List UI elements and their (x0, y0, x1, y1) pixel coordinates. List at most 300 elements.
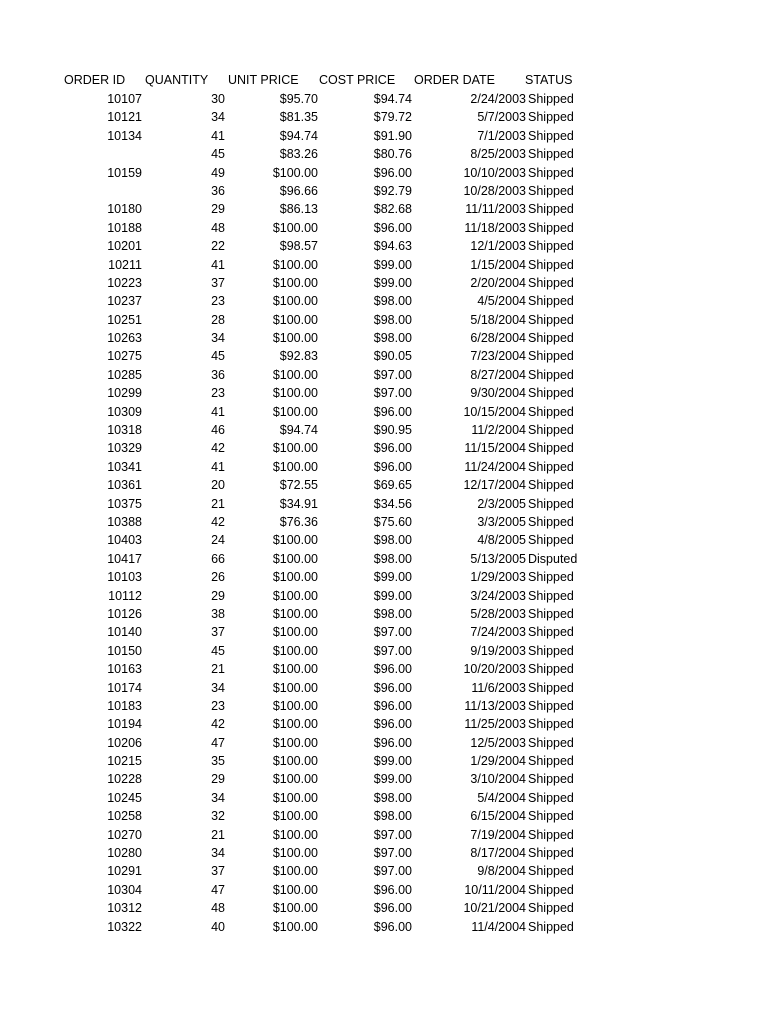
cost-price-cell[interactable]: $98.00 (373, 809, 412, 824)
cost-price-cell[interactable]: $98.00 (373, 294, 412, 309)
order-date-cell[interactable]: 12/5/2003 (470, 735, 526, 750)
status-cell[interactable]: Shipped (528, 110, 574, 125)
cost-price-cell[interactable]: $99.00 (373, 588, 412, 603)
status-cell[interactable]: Shipped (528, 772, 574, 787)
cost-price-cell[interactable]: $98.00 (373, 790, 412, 805)
quantity-cell[interactable]: 34 (211, 110, 225, 125)
cost-price-cell[interactable]: $99.00 (373, 570, 412, 585)
order-date-cell[interactable]: 4/5/2004 (477, 294, 526, 309)
unit-price-cell[interactable]: $100.00 (272, 570, 318, 585)
quantity-cell[interactable]: 21 (211, 827, 225, 842)
unit-price-cell[interactable]: $96.66 (279, 183, 318, 198)
cost-price-cell[interactable]: $96.00 (373, 735, 412, 750)
status-cell[interactable]: Shipped (528, 459, 574, 474)
order-date-cell[interactable]: 1/15/2004 (470, 257, 526, 272)
order-id-cell[interactable]: 10375 (107, 496, 142, 511)
unit-price-cell[interactable]: $72.55 (279, 478, 318, 493)
status-cell[interactable]: Shipped (528, 698, 574, 713)
status-cell[interactable]: Shipped (528, 349, 574, 364)
status-cell[interactable]: Shipped (528, 294, 574, 309)
order-id-cell[interactable]: 10309 (107, 404, 142, 419)
order-date-cell[interactable]: 4/8/2005 (477, 533, 526, 548)
unit-price-cell[interactable]: $100.00 (272, 331, 318, 346)
order-date-cell[interactable]: 10/11/2004 (464, 882, 526, 897)
order-id-cell[interactable]: 10417 (107, 551, 142, 566)
order-id-cell[interactable]: 10285 (107, 367, 142, 382)
order-date-cell[interactable]: 1/29/2003 (470, 570, 526, 585)
quantity-cell[interactable]: 34 (211, 331, 225, 346)
cost-price-cell[interactable]: $96.00 (373, 404, 412, 419)
unit-price-cell[interactable]: $100.00 (272, 275, 318, 290)
order-id-cell[interactable]: 10312 (107, 901, 142, 916)
quantity-cell[interactable]: 45 (211, 349, 225, 364)
unit-price-cell[interactable]: $92.83 (279, 349, 318, 364)
quantity-cell[interactable]: 21 (211, 662, 225, 677)
quantity-cell[interactable]: 20 (211, 478, 225, 493)
order-id-cell[interactable]: 10174 (107, 680, 142, 695)
unit-price-cell[interactable]: $100.00 (272, 919, 318, 934)
unit-price-cell[interactable]: $76.36 (279, 514, 318, 529)
status-cell[interactable]: Shipped (528, 606, 574, 621)
quantity-cell[interactable]: 46 (211, 423, 225, 438)
quantity-cell[interactable]: 49 (211, 165, 225, 180)
unit-price-cell[interactable]: $100.00 (272, 882, 318, 897)
cost-price-cell[interactable]: $98.00 (373, 551, 412, 566)
status-cell[interactable]: Shipped (528, 478, 574, 493)
order-date-cell[interactable]: 8/17/2004 (470, 846, 526, 861)
quantity-cell[interactable]: 34 (211, 790, 225, 805)
header-row (0, 71, 768, 90)
order-date-cell[interactable]: 12/17/2004 (463, 478, 526, 493)
quantity-cell[interactable]: 41 (211, 128, 225, 143)
quantity-cell[interactable]: 26 (211, 570, 225, 585)
order-id-cell[interactable]: 10150 (107, 643, 142, 658)
status-cell[interactable]: Shipped (528, 662, 574, 677)
status-cell[interactable]: Disputed (528, 551, 578, 566)
order-date-cell[interactable]: 10/21/2004 (463, 901, 526, 916)
quantity-cell[interactable]: 29 (211, 202, 225, 217)
order-id-cell[interactable]: 10270 (107, 827, 142, 842)
unit-price-cell[interactable]: $100.00 (272, 680, 318, 695)
unit-price-cell[interactable]: $100.00 (272, 165, 318, 180)
status-cell[interactable]: Shipped (528, 202, 574, 217)
order-date-cell[interactable]: 10/15/2004 (463, 404, 526, 419)
quantity-cell[interactable]: 21 (211, 496, 225, 511)
unit-price-cell[interactable]: $100.00 (272, 441, 318, 456)
table-row (0, 311, 768, 329)
cost-price-cell[interactable]: $96.00 (373, 919, 412, 934)
table-row (0, 605, 768, 623)
table-row (0, 531, 768, 549)
order-id-cell[interactable]: 10341 (107, 459, 142, 474)
status-cell[interactable]: Shipped (528, 735, 574, 750)
order-id-cell[interactable]: 10163 (107, 662, 142, 677)
status-cell[interactable]: Shipped (528, 128, 574, 143)
status-cell[interactable]: Shipped (528, 919, 574, 934)
order-id-cell[interactable]: 10237 (107, 294, 142, 309)
order-date-cell[interactable]: 10/10/2003 (463, 165, 526, 180)
order-date-cell[interactable]: 11/25/2003 (464, 717, 526, 732)
quantity-cell[interactable]: 48 (211, 901, 225, 916)
table-row (0, 256, 768, 274)
header-unit-price[interactable]: UNIT PRICE (228, 73, 299, 87)
order-date-cell[interactable]: 5/28/2003 (470, 606, 526, 621)
unit-price-cell[interactable]: $100.00 (272, 367, 318, 382)
unit-price-cell[interactable]: $100.00 (272, 606, 318, 621)
order-date-cell[interactable]: 7/23/2004 (470, 349, 526, 364)
order-id-cell[interactable]: 10251 (107, 312, 142, 327)
unit-price-cell[interactable]: $34.91 (279, 496, 318, 511)
quantity-cell[interactable]: 40 (211, 919, 225, 934)
cost-price-cell[interactable]: $94.63 (373, 239, 412, 254)
cost-price-cell[interactable]: $34.56 (373, 496, 412, 511)
order-id-cell[interactable]: 10291 (107, 864, 142, 879)
order-id-cell[interactable]: 10194 (107, 717, 142, 732)
unit-price-cell[interactable]: $100.00 (272, 717, 318, 732)
table-row (0, 623, 768, 641)
order-date-cell[interactable]: 2/20/2004 (470, 275, 526, 290)
unit-price-cell[interactable]: $100.00 (272, 864, 318, 879)
order-id-cell[interactable]: 10188 (107, 220, 142, 235)
order-date-cell[interactable]: 3/3/2005 (477, 514, 526, 529)
order-id-cell[interactable]: 10112 (108, 588, 142, 603)
order-date-cell[interactable]: 5/13/2005 (470, 551, 526, 566)
quantity-cell[interactable]: 23 (211, 294, 225, 309)
quantity-cell[interactable]: 36 (211, 183, 225, 198)
unit-price-cell[interactable]: $100.00 (272, 257, 318, 272)
order-id-cell[interactable]: 10258 (107, 809, 142, 824)
order-id-cell[interactable]: 10318 (107, 423, 142, 438)
table-row (0, 90, 768, 108)
status-cell[interactable]: Shipped (528, 92, 574, 106)
quantity-cell[interactable]: 42 (211, 717, 225, 732)
quantity-cell[interactable]: 45 (211, 643, 225, 658)
quantity-cell[interactable]: 24 (211, 533, 225, 548)
cost-price-cell[interactable]: $99.00 (373, 754, 412, 769)
order-date-cell[interactable]: 9/8/2004 (477, 864, 526, 879)
order-id-cell[interactable]: 10180 (107, 202, 142, 217)
status-cell[interactable]: Shipped (528, 901, 574, 916)
order-date-cell[interactable]: 5/18/2004 (470, 312, 526, 327)
cost-price-cell[interactable]: $98.00 (373, 606, 412, 621)
cost-price-cell[interactable]: $96.00 (373, 680, 412, 695)
cost-price-cell[interactable]: $79.72 (373, 110, 412, 125)
status-cell[interactable]: Shipped (528, 827, 574, 842)
unit-price-cell[interactable]: $100.00 (272, 735, 318, 750)
unit-price-cell[interactable]: $94.74 (279, 128, 318, 143)
header-quantity[interactable]: QUANTITY (145, 73, 209, 87)
cost-price-cell[interactable]: $96.00 (373, 165, 412, 180)
order-date-cell[interactable]: 6/15/2004 (470, 809, 526, 824)
unit-price-cell[interactable]: $100.00 (272, 220, 318, 235)
cost-price-cell[interactable]: $99.00 (373, 772, 412, 787)
quantity-cell[interactable]: 30 (211, 92, 225, 106)
status-cell[interactable]: Shipped (528, 367, 574, 382)
table-row (0, 642, 768, 660)
order-date-cell[interactable]: 7/19/2004 (470, 827, 526, 842)
order-id-cell[interactable]: 10134 (107, 128, 142, 143)
quantity-cell[interactable]: 23 (211, 386, 225, 401)
unit-price-cell[interactable]: $100.00 (272, 294, 318, 309)
unit-price-cell[interactable]: $100.00 (272, 754, 318, 769)
quantity-cell[interactable]: 36 (211, 367, 225, 382)
order-date-cell[interactable]: 11/11/2003 (465, 202, 526, 217)
status-cell[interactable]: Shipped (528, 514, 574, 529)
quantity-cell[interactable]: 47 (211, 735, 225, 750)
unit-price-cell[interactable]: $100.00 (272, 588, 318, 603)
unit-price-cell[interactable]: $100.00 (272, 901, 318, 916)
cost-price-cell[interactable]: $99.00 (373, 275, 412, 290)
status-cell[interactable]: Shipped (528, 496, 574, 511)
order-date-cell[interactable]: 7/24/2003 (470, 625, 526, 640)
order-id-cell[interactable]: 10388 (107, 514, 142, 529)
unit-price-cell[interactable]: $100.00 (272, 846, 318, 861)
table-row (0, 862, 768, 880)
unit-price-cell[interactable]: $100.00 (272, 643, 318, 658)
table-row (0, 329, 768, 347)
order-id-cell[interactable]: 10183 (107, 698, 142, 713)
cost-price-cell[interactable]: $80.76 (373, 147, 412, 162)
order-id-cell[interactable]: 10403 (107, 533, 142, 548)
status-cell[interactable]: Shipped (528, 790, 574, 805)
order-id-cell[interactable]: 10215 (107, 754, 142, 769)
order-id-cell[interactable]: 10107 (107, 92, 142, 106)
quantity-cell[interactable]: 32 (211, 809, 225, 824)
order-date-cell[interactable]: 11/2/2004 (471, 423, 526, 438)
quantity-cell[interactable]: 42 (211, 441, 225, 456)
quantity-cell[interactable]: 37 (211, 864, 225, 879)
status-cell[interactable]: Shipped (528, 717, 574, 732)
quantity-cell[interactable]: 23 (211, 698, 225, 713)
table-row (0, 826, 768, 844)
quantity-cell[interactable]: 28 (211, 312, 225, 327)
table-row (0, 476, 768, 494)
order-date-cell[interactable]: 2/3/2005 (477, 496, 526, 511)
order-id-cell[interactable]: 10223 (107, 275, 142, 290)
cost-price-cell[interactable]: $97.00 (373, 625, 412, 640)
status-cell[interactable]: Shipped (528, 404, 574, 419)
cost-price-cell[interactable]: $97.00 (373, 643, 412, 658)
status-cell[interactable]: Shipped (528, 533, 574, 548)
quantity-cell[interactable]: 41 (211, 404, 225, 419)
order-id-cell[interactable]: 10159 (107, 165, 142, 180)
header-order-date[interactable]: ORDER DATE (414, 73, 496, 87)
table-row (0, 660, 768, 678)
status-cell[interactable]: Shipped (528, 147, 574, 162)
status-cell[interactable]: Shipped (528, 588, 574, 603)
order-date-cell[interactable]: 3/24/2003 (470, 588, 526, 603)
status-cell[interactable]: Shipped (528, 625, 574, 640)
cost-price-cell[interactable]: $90.05 (373, 349, 412, 364)
quantity-cell[interactable]: 29 (211, 772, 225, 787)
quantity-cell[interactable]: 29 (211, 588, 225, 603)
cost-price-cell[interactable]: $96.00 (373, 220, 412, 235)
order-date-cell[interactable]: 8/27/2004 (470, 367, 526, 382)
order-id-cell[interactable]: 10140 (107, 625, 142, 640)
status-cell[interactable]: Shipped (528, 220, 574, 235)
cost-price-cell[interactable]: $98.00 (373, 312, 412, 327)
order-id-cell[interactable]: 10263 (107, 331, 142, 346)
status-cell[interactable]: Shipped (528, 165, 574, 180)
quantity-cell[interactable]: 37 (211, 275, 225, 290)
cost-price-cell[interactable]: $98.00 (373, 331, 412, 346)
cost-price-cell[interactable]: $97.00 (373, 864, 412, 879)
order-date-cell[interactable]: 2/24/2003 (470, 92, 526, 106)
cost-price-cell[interactable]: $96.00 (373, 882, 412, 897)
status-cell[interactable]: Shipped (528, 754, 574, 769)
order-date-cell[interactable]: 8/25/2003 (470, 147, 526, 162)
order-id-cell[interactable]: 10245 (107, 790, 142, 805)
quantity-cell[interactable]: 42 (211, 514, 225, 529)
header-status[interactable]: STATUS (525, 73, 573, 87)
quantity-cell[interactable]: 37 (211, 625, 225, 640)
unit-price-cell[interactable]: $100.00 (272, 533, 318, 548)
cost-price-cell[interactable]: $97.00 (373, 367, 412, 382)
status-cell[interactable]: Shipped (528, 312, 574, 327)
order-id-cell[interactable]: 10206 (107, 735, 142, 750)
order-id-cell[interactable]: 10299 (107, 386, 142, 401)
quantity-cell[interactable]: 34 (211, 680, 225, 695)
status-cell[interactable]: Shipped (528, 864, 574, 879)
cost-price-cell[interactable]: $97.00 (373, 827, 412, 842)
cost-price-cell[interactable]: $90.95 (373, 423, 412, 438)
status-cell[interactable]: Shipped (528, 275, 574, 290)
cost-price-cell[interactable]: $94.74 (373, 92, 412, 106)
cost-price-cell[interactable]: $91.90 (373, 128, 412, 143)
cost-price-cell[interactable]: $98.00 (373, 533, 412, 548)
quantity-cell[interactable]: 66 (211, 551, 225, 566)
table-row (0, 734, 768, 752)
quantity-cell[interactable]: 35 (211, 754, 225, 769)
unit-price-cell[interactable]: $100.00 (272, 772, 318, 787)
cost-price-cell[interactable]: $97.00 (373, 386, 412, 401)
cost-price-cell[interactable]: $96.00 (373, 717, 412, 732)
status-cell[interactable]: Shipped (528, 257, 574, 272)
order-date-cell[interactable]: 11/15/2004 (464, 441, 526, 456)
order-date-cell[interactable]: 7/1/2003 (477, 128, 526, 143)
unit-price-cell[interactable]: $100.00 (272, 698, 318, 713)
order-id-cell[interactable]: 10275 (107, 349, 142, 364)
unit-price-cell[interactable]: $100.00 (272, 312, 318, 327)
status-cell[interactable]: Shipped (528, 882, 574, 897)
order-id-cell[interactable]: 10361 (107, 478, 142, 493)
unit-price-cell[interactable]: $94.74 (279, 423, 318, 438)
quantity-cell[interactable]: 45 (211, 147, 225, 162)
unit-price-cell[interactable]: $100.00 (272, 827, 318, 842)
cost-price-cell[interactable]: $97.00 (373, 846, 412, 861)
table-row (0, 164, 768, 182)
status-cell[interactable]: Shipped (528, 331, 574, 346)
unit-price-cell[interactable]: $100.00 (272, 459, 318, 474)
unit-price-cell[interactable]: $100.00 (272, 809, 318, 824)
quantity-cell[interactable]: 22 (211, 239, 225, 254)
order-date-cell[interactable]: 5/4/2004 (477, 790, 526, 805)
order-date-cell[interactable]: 11/6/2003 (471, 680, 526, 695)
order-date-cell[interactable]: 1/29/2004 (470, 754, 526, 769)
status-cell[interactable]: Shipped (528, 386, 574, 401)
order-date-cell[interactable]: 11/24/2004 (464, 459, 526, 474)
cost-price-cell[interactable]: $69.65 (373, 478, 412, 493)
cost-price-cell[interactable]: $96.00 (373, 459, 412, 474)
order-id-cell[interactable]: 10228 (107, 772, 142, 787)
quantity-cell[interactable]: 41 (211, 459, 225, 474)
order-id-cell[interactable]: 10329 (107, 441, 142, 456)
status-cell[interactable]: Shipped (528, 643, 574, 658)
status-cell[interactable]: Shipped (528, 441, 574, 456)
status-cell[interactable]: Shipped (528, 423, 574, 438)
unit-price-cell[interactable]: $95.70 (279, 92, 318, 106)
order-date-cell[interactable]: 11/13/2003 (464, 698, 526, 713)
quantity-cell[interactable]: 34 (211, 846, 225, 861)
order-date-cell[interactable]: 12/1/2003 (470, 239, 526, 254)
unit-price-cell[interactable]: $86.13 (279, 202, 318, 217)
unit-price-cell[interactable]: $100.00 (272, 404, 318, 419)
order-date-cell[interactable]: 10/28/2003 (463, 183, 526, 198)
quantity-cell[interactable]: 41 (211, 257, 225, 272)
order-date-cell[interactable]: 9/30/2004 (470, 386, 526, 401)
status-cell[interactable]: Shipped (528, 239, 574, 254)
table-row (0, 384, 768, 402)
unit-price-cell[interactable]: $100.00 (272, 625, 318, 640)
order-date-cell[interactable]: 10/20/2003 (463, 662, 526, 677)
cost-price-cell[interactable]: $96.00 (373, 698, 412, 713)
status-cell[interactable]: Shipped (528, 846, 574, 861)
quantity-cell[interactable]: 47 (211, 882, 225, 897)
unit-price-cell[interactable]: $100.00 (272, 790, 318, 805)
cost-price-cell[interactable]: $92.79 (373, 183, 412, 198)
order-date-cell[interactable]: 9/19/2003 (470, 643, 526, 658)
order-id-cell[interactable]: 10126 (107, 606, 142, 621)
table-row (0, 550, 768, 568)
unit-price-cell[interactable]: $83.26 (279, 147, 318, 162)
table-row (0, 347, 768, 365)
cost-price-cell[interactable]: $96.00 (373, 901, 412, 916)
order-id-cell[interactable]: 10211 (108, 257, 142, 272)
unit-price-cell[interactable]: $100.00 (272, 662, 318, 677)
order-id-cell[interactable]: 10322 (107, 919, 142, 934)
quantity-cell[interactable]: 38 (211, 606, 225, 621)
order-date-cell[interactable]: 6/28/2004 (470, 331, 526, 346)
table-row (0, 881, 768, 899)
status-cell[interactable]: Shipped (528, 570, 574, 585)
quantity-cell[interactable]: 48 (211, 220, 225, 235)
order-id-cell[interactable]: 10121 (107, 110, 142, 125)
order-id-cell[interactable]: 10103 (107, 570, 142, 585)
order-id-cell[interactable]: 10201 (107, 239, 142, 254)
header-order-id[interactable]: ORDER ID (64, 73, 126, 87)
unit-price-cell[interactable]: $100.00 (272, 551, 318, 566)
cost-price-cell[interactable]: $82.68 (373, 202, 412, 217)
unit-price-cell[interactable]: $81.35 (279, 110, 318, 125)
unit-price-cell[interactable]: $98.57 (279, 239, 318, 254)
cost-price-cell[interactable]: $75.60 (373, 514, 412, 529)
cost-price-cell[interactable]: $96.00 (373, 662, 412, 677)
status-cell[interactable]: Shipped (528, 680, 574, 695)
order-date-cell[interactable]: 11/4/2004 (471, 919, 526, 934)
header-cost-price[interactable]: COST PRICE (319, 73, 396, 87)
status-cell[interactable]: Shipped (528, 183, 574, 198)
order-date-cell[interactable]: 11/18/2003 (464, 220, 526, 235)
status-cell[interactable]: Shipped (528, 809, 574, 824)
order-date-cell[interactable]: 3/10/2004 (470, 772, 526, 787)
unit-price-cell[interactable]: $100.00 (272, 386, 318, 401)
table-row (0, 495, 768, 513)
order-id-cell[interactable]: 10280 (107, 846, 142, 861)
order-date-cell[interactable]: 5/7/2003 (477, 110, 526, 125)
order-id-cell[interactable]: 10304 (107, 882, 142, 897)
cost-price-cell[interactable]: $99.00 (373, 257, 412, 272)
cost-price-cell[interactable]: $96.00 (373, 441, 412, 456)
